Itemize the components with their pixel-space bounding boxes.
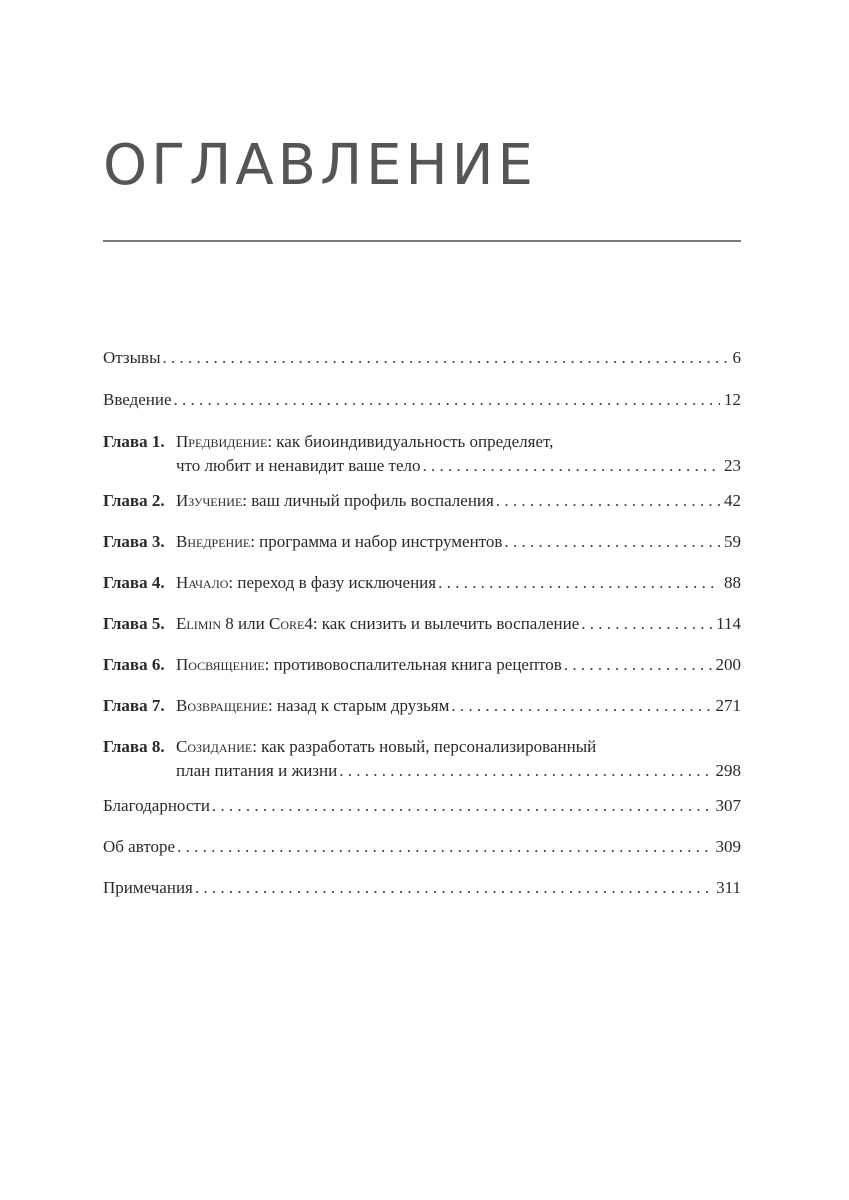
entry-title: : как разработать новый, персонализированный [252,737,597,756]
toc-entry-primechaniya[interactable] [103,876,741,900]
toc-entry-chapter-4[interactable] [103,571,741,595]
dot-leader [339,759,711,783]
page-number: 311 [716,878,741,897]
page-number: 298 [715,761,741,780]
entry-title: : противовоспалительная книга рецептов [264,655,562,674]
dot-leader [163,346,729,370]
toc-entry-otzyvy[interactable] [103,346,741,370]
page-number: 42 [724,491,741,510]
chapter-number: Глава 2. [103,491,165,510]
chapter-keyword: Elimin [176,614,222,633]
toc-entry-chapter-7[interactable] [103,694,741,718]
entry-title-continued: что любит и ненавидит ваше тело [176,456,421,475]
entry-title-2: 4: как снизить и вылечить воспаление [304,614,580,633]
toc-entry-chapter-3[interactable] [103,530,741,554]
toc-entry-chapter-8[interactable] [103,735,741,783]
page-number: 114 [716,614,741,633]
page-number: 59 [724,532,741,551]
entry-title: : ваш личный профиль воспаления [242,491,494,510]
entry-title: Введение [103,390,172,409]
chapter-keyword-2: Core [268,614,305,633]
page-number: 12 [724,390,741,409]
dot-leader [496,489,720,513]
page-number: 309 [715,837,741,856]
title-divider [103,240,741,242]
chapter-number: Глава 3. [103,532,165,551]
entry-title: Благодарности [103,796,210,815]
dot-leader [195,876,712,900]
page-number: 271 [715,696,741,715]
dot-leader [438,571,720,595]
toc-entry-chapter-1[interactable] [103,430,741,478]
entry-title: Отзывы [103,348,161,367]
chapter-number: Глава 7. [103,696,165,715]
page-number: 23 [724,456,741,475]
chapter-keyword: Внедрение [176,532,251,551]
chapter-number: Глава 6. [103,655,165,674]
page-title: ОГЛАВЛЕНИЕ [103,133,537,198]
toc-entry-vvedenie[interactable] [103,388,741,412]
dot-leader [581,612,712,636]
chapter-number: Глава 1. [103,432,165,451]
chapter-keyword: Созидание [176,737,253,756]
chapter-keyword: Посвящение [176,655,265,674]
dot-leader [177,835,711,859]
entry-title-continued: план питания и жизни [176,761,338,780]
chapter-keyword: Изучение [176,491,243,510]
toc-entry-chapter-5[interactable] [103,612,741,636]
dot-leader [451,694,711,718]
chapter-keyword: Предвидение [176,432,268,451]
toc-entry-chapter-2[interactable] [103,489,741,513]
entry-title: : как биоиндивидуальность определяет, [267,432,554,451]
page-number: 200 [715,655,741,674]
chapter-number: Глава 5. [103,614,165,633]
entry-title: : программа и набор инструментов [250,532,503,551]
dot-leader [564,653,712,677]
page-number: 88 [724,573,741,592]
dot-leader [212,794,712,818]
toc-entry-ob-avtore[interactable] [103,835,741,859]
page-number: 6 [732,348,741,367]
dot-leader [174,388,720,412]
chapter-number: Глава 4. [103,573,165,592]
entry-title: : назад к старым друзьям [267,696,450,715]
entry-title: Об авторе [103,837,176,856]
entry-title: : переход в фазу исключения [228,573,437,592]
dot-leader [423,454,721,478]
chapter-number: Глава 8. [103,737,165,756]
dot-leader [504,530,720,554]
toc-entry-blagodarnosti[interactable] [103,794,741,818]
chapter-keyword: Возвращение [176,696,268,715]
chapter-keyword: Начало [176,573,229,592]
entry-title: Примечания [103,878,193,897]
toc-entry-chapter-6[interactable] [103,653,741,677]
entry-title: 8 или [221,614,269,633]
page-number: 307 [715,796,741,815]
